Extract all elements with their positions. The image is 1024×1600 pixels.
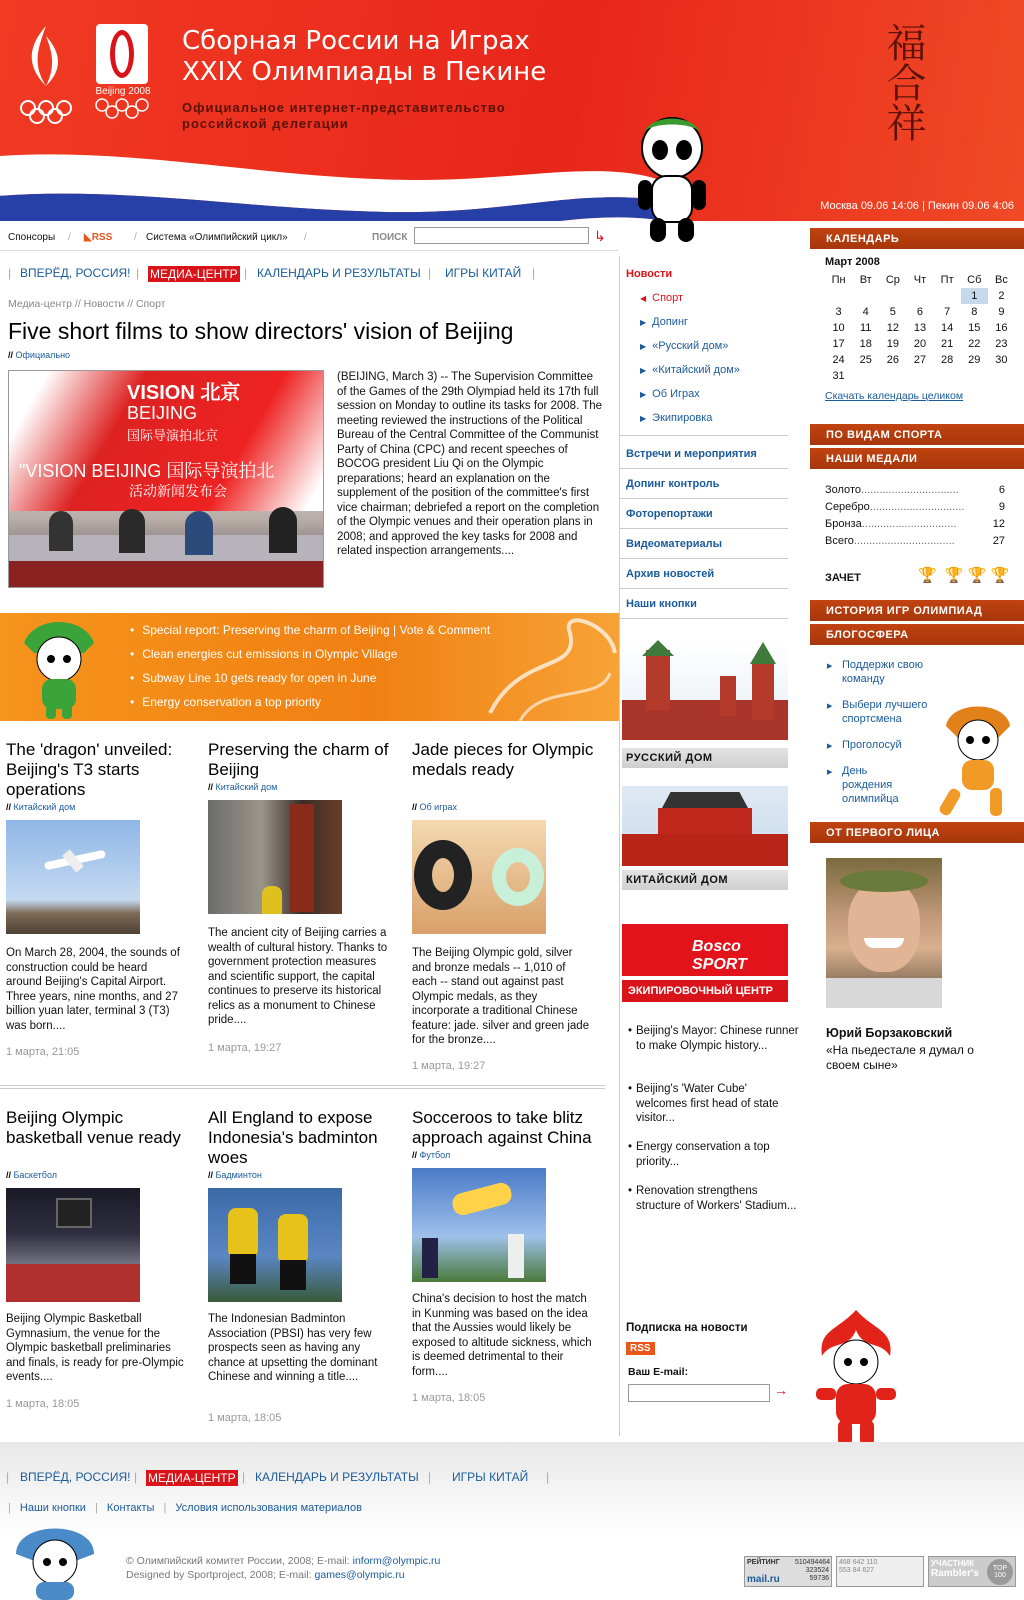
mid-menu-archive[interactable]: Архив новостей (626, 568, 715, 580)
medal-silver-row: Серебро............................... 9 (825, 501, 1005, 513)
calendar-day (906, 368, 933, 384)
calendar-day[interactable]: 6 (916, 306, 924, 318)
article-text: China's decision to host the match in Kunming was based on the idea that the Aussies would likely be exposed to altitude sickness, which is deemed detrimental to their form.... (412, 1293, 592, 1378)
blog-item[interactable]: ▶ Поддержи свою команду (842, 658, 942, 686)
mid-sub-equipment[interactable]: ▶ Экипировка (640, 412, 713, 424)
calendar-day[interactable]: 2 (998, 290, 1005, 302)
footer-nav-games-china[interactable]: ИГРЫ КИТАЙ (452, 1470, 529, 1484)
copyright: © Олимпийский комитет России, 2008; E-mail: inform@olympic.ru Designed by Sportproject, 2008; E-mail: games@olympic.ru (126, 1555, 441, 1581)
calendar-day[interactable]: 14 (941, 322, 954, 334)
article-date: 1 марта, 19:27 (208, 1042, 282, 1054)
athlete-photo[interactable] (826, 858, 942, 1008)
chinese-house-image[interactable] (622, 786, 788, 866)
mascot-jingjing-icon (14, 613, 104, 721)
calendar-day (961, 368, 988, 384)
calendar-day[interactable]: 5 (889, 306, 896, 318)
calendar-day[interactable]: 30 (995, 354, 1008, 366)
main-article-body: (BEIJING, March 3) -- The Supervision Committee of the Games of the 29th Olympiad held its 17th full session on Monday to outline its tasks for 2008. The meeting reviewed the instructions of the Political Bureau of the Central Committee of the Communist Party of China (CPC) and recent speeches of BOCOG president Liu Qi on the Olympic preparations; heard an explanation on the supplement of the position of the committee's first vice chairman; debriefed a report on the completion of the Olympic venues and their operation plans in 2008; and approved the key tasks for 2008 and related inspection arrangements.... (337, 371, 603, 557)
calendar-day-header: Чт (913, 274, 927, 286)
footer-email-inform[interactable]: inform@olympic.ru (352, 1555, 441, 1567)
blog-item[interactable]: ▶ Проголосуй (842, 738, 942, 752)
main-article-tag: // Официально (8, 350, 71, 360)
beijing-2008-logo (92, 24, 154, 134)
footer: | ВПЕРЁД, РОССИЯ! | МЕДИА-ЦЕНТР | КАЛЕНДАРЬ И РЕЗУЛЬТАТЫ | ИГРЫ КИТАЙ | | Наши кнопки | Контакты | Условия использования материалов © Олимпийский комитет России, 2008; E-mail: inform@olympic.ru Designed by Sportproject, 2008; E-mail: games@olympic.ru РЕЙТИНГ 510494464 323524 59736 mail.ru 468 642 110 553 84 627 УЧАСТНИК Rambler's TOP 100 (0, 1442, 1024, 1600)
mid-menu-photo[interactable]: Фоторепортажи (626, 508, 713, 520)
athlete-quote[interactable]: «На пьедестале я думал о своем сыне» (826, 1043, 974, 1072)
site-header (0, 0, 1024, 221)
calendar-day[interactable]: 29 (968, 354, 981, 366)
article-date: 1 марта, 18:05 (6, 1398, 80, 1410)
footer-email-games[interactable]: games@olympic.ru (314, 1569, 405, 1581)
calendar-day (906, 288, 933, 304)
triangle-icon: ◀ (640, 294, 647, 303)
medal-gold-row: Золото................................ 6 (825, 484, 1005, 496)
rambler-counter[interactable]: УЧАСТНИК Rambler's TOP 100 (928, 1556, 1016, 1587)
nav-calendar-results[interactable]: КАЛЕНДАРЬ И РЕЗУЛЬТАТЫ (257, 266, 421, 280)
calendar-download-link[interactable]: Скачать календарь целиком (825, 390, 964, 402)
search-submit-icon[interactable]: ↳ (594, 228, 606, 244)
article-text: Beijing Olympic Basketball Gymnasium, the venue for the Olympic basketball preliminaries and finals, is ready for pre-Olympic events.... (6, 1313, 184, 1383)
calendar-day[interactable]: 3 (835, 306, 842, 318)
calendar-day-header: Пн (831, 274, 846, 286)
article-tag: // Бадминтон (208, 1170, 262, 1180)
athlete-name[interactable]: Юрий Борзаковский (826, 1026, 953, 1040)
mid-news-item[interactable]: • Renovation strengthens structure of Workers' Stadium... (636, 1184, 801, 1213)
article-title[interactable]: The 'dragon' unveiled: Beijing's T3 starts operations (6, 740, 173, 799)
mid-news-item[interactable]: • Energy conservation a top priority... (636, 1140, 801, 1169)
chinese-characters: 福合祥 (880, 22, 926, 142)
sports-heading[interactable]: ПО ВИДАМ СПОРТА (810, 424, 1024, 445)
article-title[interactable]: Preserving the charm of Beijing (208, 740, 389, 779)
gold-cup-icon[interactable]: 🏆 (918, 567, 937, 584)
mid-menu-buttons[interactable]: Наши кнопки (626, 598, 697, 610)
calendar-day (825, 288, 852, 304)
main-article-photo[interactable]: VISION 北京 BEIJING 国际导演拍北京 "VISION BEIJING 国际导演拍北 活动新闻发布会 (8, 370, 324, 588)
calendar-day[interactable]: 11 (860, 322, 872, 334)
first-person-heading: ОТ ПЕРВОГО ЛИЦА (810, 822, 1024, 843)
nav-media-center[interactable]: МЕДИА-ЦЕНТР (150, 267, 238, 281)
triangle-icon: ▶ (640, 342, 647, 351)
calendar-day[interactable]: 26 (886, 354, 899, 366)
cup-icons (918, 566, 1009, 584)
calendar-day[interactable]: 28 (941, 354, 954, 366)
calendar-day (934, 288, 961, 304)
mid-sub-about-games[interactable]: ▶ Об Играх (640, 388, 700, 400)
flag-wave-decoration (0, 140, 660, 221)
mid-sub-sport[interactable]: ◀ Спорт (640, 292, 684, 304)
mid-news-item[interactable]: • Beijing's Mayor: Chinese runner to make Olympic history... (636, 1024, 801, 1053)
calendar-day[interactable]: 19 (886, 338, 899, 350)
article-title[interactable]: All England to expose Indonesia's badminton woes (208, 1108, 378, 1167)
blue-cup-icon[interactable]: 🏆 (990, 567, 1010, 584)
article-date: 1 марта, 18:05 (208, 1412, 282, 1424)
calendar-heading: КАЛЕНДАРЬ (810, 228, 1024, 249)
medals-heading: НАШИ МЕДАЛИ (810, 448, 1024, 469)
article-title[interactable]: Socceroos to take blitz approach against China (412, 1108, 592, 1147)
calendar-day[interactable]: 25 (859, 354, 872, 366)
article-title[interactable]: Jade pieces for Olympic medals ready (412, 740, 594, 779)
calendar-day[interactable]: 4 (862, 306, 869, 318)
article-date: 1 марта, 21:05 (6, 1046, 80, 1058)
olympic-cycle-link[interactable]: Система «Олимпийский цикл» (146, 232, 288, 243)
article-tag: // Китайский дом (6, 802, 76, 812)
liveinternet-counter[interactable]: 468 642 110 553 84 627 (836, 1556, 924, 1587)
mascot-huanhuan-icon (808, 1310, 904, 1452)
banner-item[interactable]: • Special report: Preserving the charm of Beijing | Vote & Comment (130, 623, 490, 637)
calendar-day (934, 368, 961, 384)
mid-news-link[interactable]: Новости (626, 268, 673, 280)
calendar-day[interactable]: 16 (995, 322, 1008, 334)
calendar-day[interactable]: 13 (913, 322, 927, 334)
mid-menu-video[interactable]: Видеоматериалы (626, 538, 722, 550)
calendar-day[interactable]: 31 (832, 370, 845, 382)
history-heading[interactable]: ИСТОРИЯ ИГР ОЛИМПИАД (810, 600, 1024, 621)
chinese-house-label[interactable]: КИТАЙСКИЙ ДОМ (622, 870, 788, 890)
article-tag: // Об играх (412, 802, 457, 812)
calendar-day[interactable]: 8 (971, 306, 978, 318)
roc-logo (18, 26, 74, 126)
site-title: Сборная России на Играх XXIX Олимпиады в Пекине (182, 26, 547, 87)
footer-nav-forward-russia[interactable]: ВПЕРЁД, РОССИЯ! (20, 1470, 131, 1484)
footer-links: | Наши кнопки | Контакты | Условия использования материалов (8, 1502, 362, 1514)
footer-link-contacts[interactable]: Контакты (106, 1502, 155, 1514)
article-tag: // Баскетбол (6, 1170, 58, 1180)
calendar-day[interactable]: 1 (961, 288, 988, 304)
calendar-day[interactable]: 7 (944, 306, 951, 318)
calendar-day[interactable]: 22 (968, 338, 981, 350)
breadcrumb: Медиа-центр // Новости // Спорт (8, 298, 166, 310)
footer-nav-media-center[interactable]: МЕДИА-ЦЕНТР (148, 1471, 236, 1485)
article-photo-airplane[interactable] (6, 820, 140, 934)
footer-nav-calendar-results[interactable]: КАЛЕНДАРЬ И РЕЗУЛЬТАТЫ (255, 1470, 419, 1484)
calendar-day (852, 368, 879, 384)
medal-total-row: Всего................................. 27 (825, 535, 1005, 547)
calendar-day-header: Пт (940, 274, 954, 286)
calendar-day[interactable]: 15 (968, 322, 981, 334)
triangle-icon: ▶ (640, 390, 647, 399)
rss-link[interactable]: ◣RSS (84, 232, 113, 243)
article-date: 1 марта, 19:27 (412, 1060, 486, 1072)
subscribe-heading: Подписка на новости (626, 1322, 748, 1334)
calendar-day-header: Ср (885, 274, 900, 286)
calendar-day[interactable]: 17 (832, 338, 845, 350)
mid-sub-russian-house[interactable]: ▶ «Русский дом» (640, 340, 729, 352)
article-text: The Beijing Olympic gold, silver and bronze medals -- 1,010 of each -- stand out against past Olympic medals, as they incorporate a traditional Chinese feature: jade. silver and green jade for the bronze.... (412, 947, 590, 1046)
swirl-decoration (480, 613, 620, 721)
article-photo-basketball[interactable] (6, 1188, 140, 1302)
article-photo-soccer[interactable] (412, 1168, 546, 1282)
calendar-month: Март 2008 (825, 256, 880, 268)
article-tag: // Футбол (412, 1150, 451, 1160)
calendar-day[interactable]: 24 (832, 354, 845, 366)
blog-item[interactable]: ▶ День рождения олимпийца (842, 764, 912, 806)
nav-games-china[interactable]: ИГРЫ КИТАЙ (445, 266, 522, 280)
calendar-day (988, 368, 1015, 384)
banner-item[interactable]: • Subway Line 10 gets ready for open in June (130, 671, 376, 685)
special-report-banner (0, 613, 620, 721)
equipment-center-label[interactable]: ЭКИПИРОВОЧНЫЙ ЦЕНТР (622, 980, 788, 1002)
time-display: Москва 09.06 14:06 | Пекин 09.06 4:06 (820, 200, 1014, 212)
calendar-table (825, 272, 1015, 384)
mid-menu-meetings[interactable]: Встречи и мероприятия (626, 448, 757, 460)
footer-link-terms[interactable]: Условия использования материалов (175, 1502, 362, 1514)
calendar-day[interactable]: 20 (913, 338, 927, 350)
mid-menu-doping-control[interactable]: Допинг контроль (626, 478, 720, 490)
top-bar: Спонсоры / ◣RSS / Система «Олимпийский цикл» / ПОИСК ↳ (8, 228, 606, 244)
mascot-nini-icon (6, 1516, 104, 1600)
article-text: On March 28, 2004, the sounds of construction could be heard around Beijing's Capital Airport. Three years, nine months, and 27 billion yuan later, terminal 3 (T3) was born.... (6, 947, 180, 1032)
site-subtitle: Официальное интернет-представительство российской делегации (182, 100, 506, 131)
calendar-day-header: Сб (967, 274, 982, 286)
mid-sub-doping[interactable]: ▶ Допинг (640, 316, 689, 328)
search-label: ПОИСК (372, 232, 408, 243)
rss-icon: ◣ (84, 232, 92, 243)
mid-news-item[interactable]: • Beijing's 'Water Cube' welcomes first head of state visitor... (636, 1082, 801, 1126)
banner-item[interactable]: • Energy conservation a top priority (130, 695, 321, 709)
calendar-day-header: Вс (995, 274, 1008, 286)
article-tag: // Китайский дом (208, 782, 278, 792)
nav-forward-russia[interactable]: ВПЕРЁД, РОССИЯ! (20, 266, 131, 280)
article-photo-hutong[interactable] (208, 800, 342, 914)
subscribe-email-input[interactable] (628, 1384, 770, 1402)
mailru-counter[interactable]: РЕЙТИНГ 510494464 323524 59736 mail.ru (744, 1556, 832, 1587)
triangle-icon: ▶ (640, 318, 647, 327)
footer-link-buttons[interactable]: Наши кнопки (19, 1502, 86, 1514)
calendar-day[interactable]: 23 (995, 338, 1008, 350)
search-input[interactable] (414, 227, 589, 244)
silver-cup-icon[interactable]: 🏆 (944, 567, 964, 584)
calendar-widget (825, 256, 1015, 402)
beijing-2008-label: Beijing 2008 (95, 86, 151, 97)
article-text: The Indonesian Badminton Association (PBSI) has very few prospects seen as having any chance at upsetting the dominant Chinese and winning a title.... (208, 1313, 378, 1383)
calendar-day (852, 288, 879, 304)
main-article-title[interactable]: Five short films to show directors' vision of Beijing (8, 318, 514, 344)
article-title[interactable]: Beijing Olympic basketball venue ready (6, 1108, 181, 1147)
article-photo-badminton[interactable] (208, 1188, 342, 1302)
russian-house-label[interactable]: РУССКИЙ ДОМ (622, 748, 788, 768)
calendar-day[interactable]: 9 (998, 306, 1005, 318)
article-text: The ancient city of Beijing carries a wealth of cultural history. Thanks to government protection measures and scientific support, the capital continues to preserve its historical relics as a monument to Chinese pride.... (208, 927, 388, 1026)
blog-heading: БЛОГОСФЕРА (810, 624, 1024, 645)
article-photo-jade[interactable] (412, 820, 546, 934)
sponsors-link[interactable]: Спонсоры (8, 232, 56, 243)
calendar-day (879, 288, 906, 304)
triangle-icon: ▶ (640, 366, 647, 375)
bronze-cup-icon[interactable]: 🏆 (967, 567, 987, 584)
bosco-sport-banner[interactable]: Bosco SPORT (622, 924, 788, 976)
calendar-day[interactable]: 18 (859, 338, 872, 350)
article-date: 1 марта, 18:05 (412, 1392, 486, 1404)
russian-house-image[interactable] (622, 640, 788, 740)
triangle-icon: ▶ (640, 414, 647, 423)
blog-item[interactable]: ▶ Выбери лучшего спортсмена (842, 698, 942, 726)
calendar-day[interactable]: 10 (832, 322, 845, 334)
calendar-day[interactable]: 21 (941, 338, 954, 350)
calendar-day[interactable]: 12 (886, 322, 899, 334)
subscribe-rss-badge[interactable]: RSS (626, 1342, 655, 1355)
mascot-yingying-icon (936, 696, 1020, 820)
email-label: Ваш E-mail: (628, 1366, 689, 1378)
calendar-day-header: Вт (859, 274, 872, 286)
main-article-tag-link[interactable]: Официально (15, 350, 71, 360)
calendar-day[interactable]: 27 (913, 354, 927, 366)
zachet-label: ЗАЧЕТ (825, 572, 861, 584)
mid-sub-chinese-house[interactable]: ▶ «Китайский дом» (640, 364, 740, 376)
medal-bronze-row: Бронза............................... 12 (825, 518, 1005, 530)
calendar-day (879, 368, 906, 384)
banner-item[interactable]: • Clean energies cut emissions in Olympic Village (130, 647, 397, 661)
subscribe-submit-arrow-icon[interactable]: → (774, 1382, 788, 1398)
